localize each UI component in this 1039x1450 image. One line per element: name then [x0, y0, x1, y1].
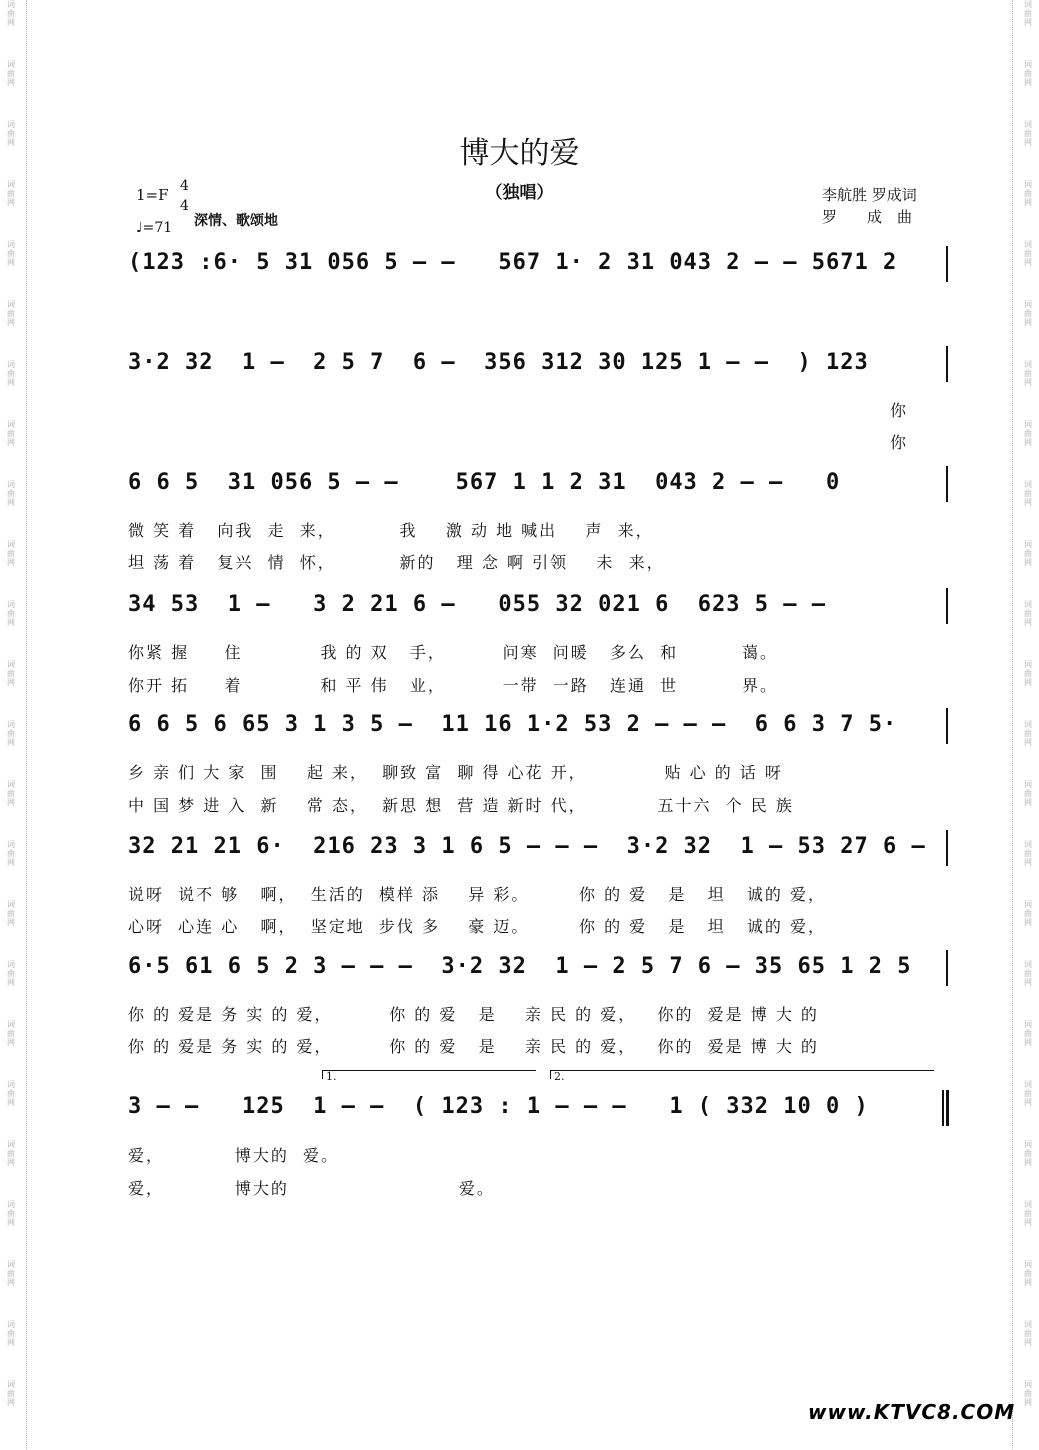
- notation-row-3: 6 6 5 31 056 5 – – 567 1 1 2 31 043 2 – – 0: [128, 470, 841, 495]
- barline: [946, 588, 948, 624]
- watermark: 词曲网: [1024, 300, 1032, 327]
- lyric-line: 心呀 心连 心 啊， 坚定地 步伐 多 豪 迈。 你 的 爱 是 坦 诚的 爱，: [128, 917, 827, 936]
- watermark: 词曲网: [7, 1260, 15, 1287]
- watermark: 词曲网: [7, 300, 15, 327]
- watermark: 词曲网: [7, 480, 15, 507]
- watermark: 词曲网: [1024, 1080, 1032, 1107]
- watermark: 词曲网: [1024, 780, 1032, 807]
- watermark: 词曲网: [7, 1320, 15, 1347]
- watermark: 词曲网: [1024, 420, 1032, 447]
- barline: [942, 1090, 944, 1126]
- watermark: 词曲网: [1024, 360, 1032, 387]
- song-title: 博大的爱: [459, 136, 580, 171]
- watermark: 词曲网: [1024, 0, 1032, 27]
- lyric-line: 中 国 梦 进 入 新 常 态， 新思 想 营 造 新时 代， 五十六 个 民 族: [128, 796, 794, 815]
- watermark: 词曲网: [1024, 840, 1032, 867]
- watermark: 词曲网: [7, 840, 15, 867]
- watermark: 词曲网: [7, 900, 15, 927]
- watermark: 词曲网: [7, 360, 15, 387]
- notation-row-4: 34 53 1 – 3 2 21 6 – 055 32 021 6 623 5 – –: [128, 592, 827, 617]
- watermark: 词曲网: [1024, 540, 1032, 567]
- time-signature-top: 4: [180, 178, 189, 194]
- site-logo-text: www.KTVC8.COM: [808, 1400, 1016, 1424]
- notation-row-8: 3 – – 125 1 – – ( 123 : 1 – – – 1 ( 332 10 0 ): [128, 1094, 869, 1119]
- watermark: 词曲网: [1024, 1020, 1032, 1047]
- final-barline: [946, 1090, 949, 1126]
- lyric-line: 爱， 博大的 爱。: [128, 1179, 495, 1198]
- watermark: 词曲网: [1024, 600, 1032, 627]
- notation-row-7: 6·5 61 6 5 2 3 – – – 3·2 32 1 – 2 5 7 6 – 35 65 1 2 5: [128, 954, 912, 979]
- watermark: 词曲网: [7, 0, 15, 27]
- right-watermark-strip: [1012, 0, 1039, 1450]
- watermark: 词曲网: [7, 240, 15, 267]
- time-signature: [180, 176, 189, 216]
- first-ending-bracket: 1.: [322, 1070, 536, 1079]
- barline: [946, 246, 948, 282]
- song-subtitle: （独唱）: [485, 183, 554, 203]
- pickup-lyric-verse-2: 你: [890, 433, 907, 452]
- lyric-line: 微 笑 着 向我 走 来， 我 激 动 地 喊出 声 来，: [128, 521, 654, 540]
- watermark: 词曲网: [1024, 120, 1032, 147]
- watermark: 词曲网: [7, 420, 15, 447]
- watermark: 词曲网: [7, 1200, 15, 1227]
- site-logo: [808, 1400, 1015, 1424]
- watermark: 词曲网: [7, 1380, 15, 1407]
- watermark: 词曲网: [7, 1140, 15, 1167]
- watermark: 词曲网: [1024, 180, 1032, 207]
- watermark: 词曲网: [1024, 1320, 1032, 1347]
- lyric-line: 你开 拓 着 和 平 伟 业， 一带 一路 连通 世 界。: [128, 676, 778, 695]
- barline: [946, 950, 948, 986]
- watermark: 词曲网: [7, 1020, 15, 1047]
- watermark: 词曲网: [1024, 480, 1032, 507]
- watermark: 词曲网: [7, 180, 15, 207]
- lyric-line: 坦 荡 着 复兴 情 怀， 新的 理 念 啊 引领 未 来，: [128, 553, 665, 572]
- lyric-line: 说呀 说不 够 啊， 生活的 模样 添 异 彩。 你 的 爱 是 坦 诚的 爱，: [128, 885, 827, 904]
- watermark: 词曲网: [1024, 900, 1032, 927]
- lyricist-credit: 李航胜 罗成词: [822, 186, 917, 204]
- left-watermark-strip: [0, 0, 27, 1450]
- barline: [946, 708, 948, 744]
- pickup-lyric-verse-1: 你: [890, 401, 907, 420]
- notation-row-2: 3·2 32 1 – 2 5 7 6 – 356 312 30 125 1 – – ) 123: [128, 350, 869, 375]
- lyric-line: 爱， 博大的 爱。: [128, 1146, 340, 1165]
- notation-row-5: 6 6 5 6 65 3 1 3 5 – 11 16 1·2 53 2 – – – 6 6 3 7 5·: [128, 712, 898, 737]
- watermark: 词曲网: [7, 660, 15, 687]
- watermark: 词曲网: [7, 1080, 15, 1107]
- watermark: 词曲网: [7, 780, 15, 807]
- watermark: 词曲网: [7, 960, 15, 987]
- watermark: 词曲网: [7, 540, 15, 567]
- barline: [946, 466, 948, 502]
- time-signature-bottom: 4: [180, 198, 189, 214]
- expression-marking: 深情、歌颂地: [194, 213, 278, 229]
- tempo-marking: ♩=71: [136, 220, 173, 236]
- key-signature: 1=F: [136, 186, 169, 204]
- notation-row-6: 32 21 21 6· 216 23 3 1 6 5 – – – 3·2 32 1 – 53 27 6 –: [128, 834, 926, 859]
- lyric-line: 你 的 爱是 务 实 的 爱， 你 的 爱 是 亲 民 的 爱， 你的 爱是 博 大 的: [128, 1037, 819, 1056]
- watermark: 词曲网: [7, 60, 15, 87]
- watermark: 词曲网: [1024, 660, 1032, 687]
- lyric-line: 乡 亲 们 大 家 围 起 来， 聊致 富 聊 得 心花 开， 贴 心 的 话 呀: [128, 763, 783, 782]
- watermark: 词曲网: [1024, 1260, 1032, 1287]
- watermark: 词曲网: [1024, 960, 1032, 987]
- second-ending-bracket: 2.: [550, 1070, 934, 1079]
- watermark: 词曲网: [1024, 1200, 1032, 1227]
- notation-row-1: (123 :6· 5 31 056 5 – – 567 1· 2 31 043 2 – – 5671 2: [128, 250, 898, 275]
- composer-credit: 罗 成 曲: [822, 208, 913, 226]
- barline: [946, 830, 948, 866]
- watermark: 词曲网: [7, 720, 15, 747]
- watermark: 词曲网: [1024, 720, 1032, 747]
- watermark: 词曲网: [1024, 240, 1032, 267]
- barline: [946, 346, 948, 382]
- watermark: 词曲网: [7, 120, 15, 147]
- watermark: 词曲网: [1024, 1140, 1032, 1167]
- watermark: 词曲网: [1024, 60, 1032, 87]
- watermark: 词曲网: [7, 600, 15, 627]
- watermark: 词曲网: [1024, 1380, 1032, 1407]
- lyric-line: 你紧 握 住 我 的 双 手， 问寒 问暖 多么 和 蔼。: [128, 643, 778, 662]
- lyric-line: 你 的 爱是 务 实 的 爱， 你 的 爱 是 亲 民 的 爱， 你的 爱是 博 大 的: [128, 1005, 819, 1024]
